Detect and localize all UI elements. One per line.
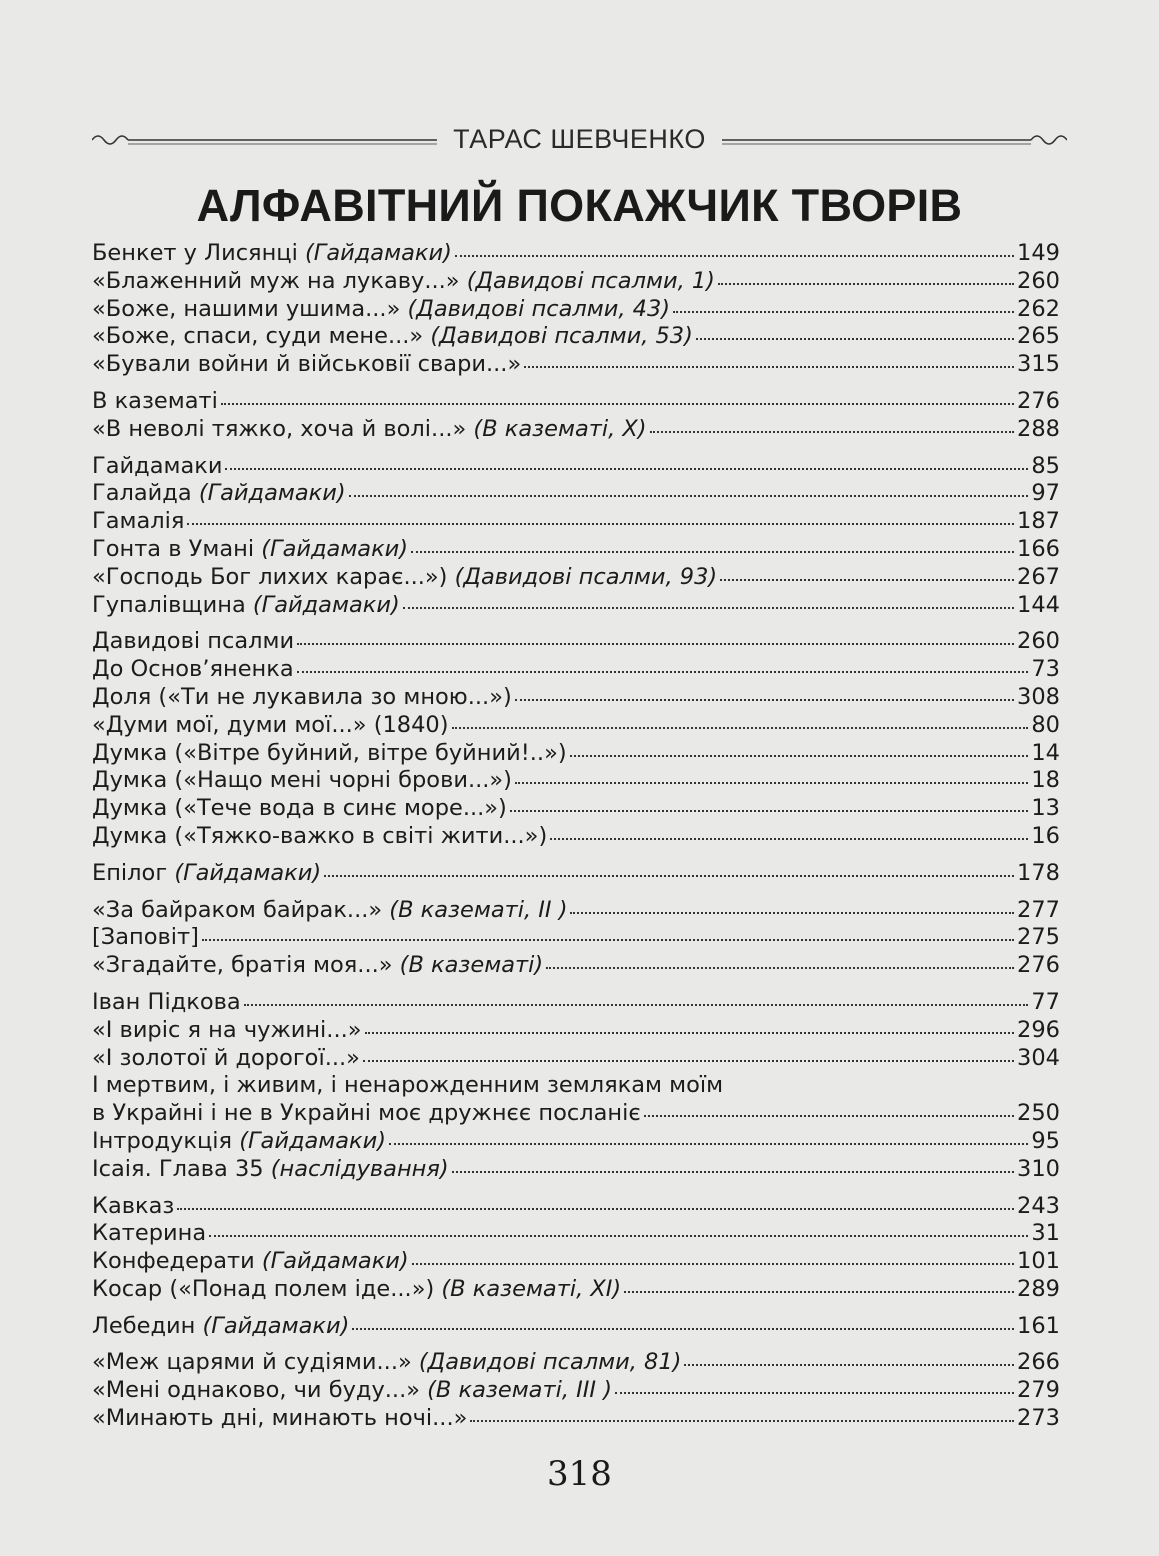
running-header (92, 118, 1067, 162)
entry-title: Кавказ (92, 1192, 175, 1219)
entry-page-number: 14 (1031, 739, 1060, 766)
leader-dots (570, 908, 1014, 914)
entry-page-number: 304 (1017, 1044, 1060, 1071)
entry-title: Давидові псалми (92, 628, 295, 655)
entry-source: (наслідування) (270, 1155, 449, 1182)
entry-title: Гамалія (92, 508, 185, 535)
entry-page-number: 85 (1031, 452, 1060, 479)
leader-dots (412, 1259, 1014, 1265)
entry-title: в Украйні і не в Украйні моє дружнєє посланіє (92, 1100, 641, 1127)
header-title: ТАРАС ШЕВЧЕНКО (453, 124, 706, 154)
leader-dots (524, 362, 1014, 368)
entry-source: (Гайдамаки) (174, 859, 322, 886)
index-entry (92, 656, 1060, 684)
index-entry (92, 740, 1060, 768)
entry-page-number: 273 (1017, 1405, 1060, 1432)
leader-dots (352, 1324, 1014, 1330)
entry-title: Бенкет у Лисянці (Гайдамаки) (92, 240, 452, 266)
entry-title: Ісаія. Глава 35 (наслідування) (92, 1155, 449, 1182)
entry-page-number: 97 (1031, 480, 1060, 507)
entry-title: «За байраком байрак...» (В казематі, II ) (92, 896, 568, 923)
leader-dots (515, 695, 1014, 701)
index-entry (92, 536, 1060, 564)
entry-title: «Боже, нашими ушима...» (Давидові псалми, 43) (92, 295, 671, 322)
entry-source: (Гайдамаки) (305, 240, 452, 266)
entry-source: (Давидові псалми, 53) (430, 323, 693, 350)
leader-dots (515, 778, 1028, 784)
entry-title: «І золотої й дорогої...» (92, 1044, 360, 1071)
leader-dots (244, 1000, 1029, 1006)
entry-title: «І виріс я на чужині...» (92, 1016, 362, 1043)
entry-title: Доля («Ти не лукавила зо мною...») (92, 683, 512, 710)
index-entry (92, 1017, 1060, 1045)
index-entry (92, 1045, 1060, 1073)
entry-source: (Гайдамаки) (202, 1312, 350, 1339)
leader-dots (187, 519, 1014, 525)
index-entry (92, 712, 1060, 740)
entry-page-number: 266 (1017, 1349, 1060, 1376)
index-entry (92, 323, 1060, 351)
entry-page-number: 77 (1031, 988, 1060, 1015)
index-group (92, 1313, 1060, 1341)
entry-page-number: 310 (1017, 1155, 1060, 1182)
index-entry (92, 1193, 1060, 1221)
entry-page-number: 276 (1017, 952, 1060, 979)
index-entry (92, 1072, 1060, 1100)
index-entry (92, 416, 1060, 444)
entry-title: Косар («Понад полем іде...») (В казематі, XI) (92, 1275, 622, 1302)
entry-title: Галайда (Гайдамаки) (92, 480, 346, 507)
index-entry (92, 795, 1060, 823)
entry-title: Конфедерати (Гайдамаки) (92, 1248, 409, 1275)
index-group (92, 1193, 1060, 1304)
leader-dots (363, 1056, 1014, 1062)
leader-dots (470, 1416, 1014, 1422)
leader-dots (624, 1287, 1014, 1293)
index-entry (92, 351, 1060, 379)
index-entry (92, 480, 1060, 508)
entry-page-number: 161 (1017, 1312, 1060, 1339)
entry-title: Катерина (92, 1220, 207, 1247)
leader-dots (297, 639, 1014, 645)
entry-title: І мертвим, і живим, і ненарожденним землякам моїм (92, 1072, 724, 1099)
leader-dots (202, 935, 1014, 941)
entry-source: (В казематі, III ) (427, 1377, 612, 1404)
entry-page-number: 243 (1017, 1192, 1060, 1219)
entry-page-number: 260 (1017, 267, 1060, 294)
index-entry (92, 1100, 1060, 1128)
entry-title: «Меж царями й судіями...» (Давидові псалми, 81) (92, 1349, 682, 1376)
entry-title: «Мені однаково, чи буду...» (В казематі, III ) (92, 1377, 612, 1404)
index-group (92, 453, 1060, 620)
leader-dots (452, 723, 1029, 729)
entry-page-number: 18 (1031, 767, 1060, 794)
entry-source: (Давидові псалми, 81) (418, 1349, 682, 1376)
entry-title: До Основ’яненка (92, 656, 294, 683)
entry-title: «Господь Бог лихих карає...») (Давидові псалми, 93) (92, 563, 718, 590)
entry-title: Гайдамаки (92, 452, 223, 479)
entry-page-number: 149 (1017, 240, 1060, 266)
entry-source: (В казематі, XI) (441, 1275, 622, 1302)
page-number: 318 (547, 1454, 612, 1494)
leader-dots (720, 575, 1014, 581)
entry-title: Гонта в Умані (Гайдамаки) (92, 535, 409, 562)
entry-page-number: 275 (1017, 924, 1060, 951)
entry-source: (Гайдамаки) (239, 1127, 387, 1154)
entry-page-number: 260 (1017, 628, 1060, 655)
entry-page-number: 187 (1017, 508, 1060, 535)
leader-dots (324, 871, 1014, 877)
index-entry (92, 453, 1060, 481)
entry-source: (Гайдамаки) (198, 480, 346, 507)
leader-dots (684, 1360, 1014, 1366)
entry-source: (Давидові псалми, 1) (466, 267, 715, 294)
index-group (92, 388, 1060, 444)
index-entry (92, 989, 1060, 1017)
index-entry (92, 1248, 1060, 1276)
entry-page-number: 276 (1017, 387, 1060, 414)
entry-page-number: 279 (1017, 1377, 1060, 1404)
page-title: АЛФАВІТНИЙ ПОКАЖЧИК ТВОРІВ (196, 180, 963, 231)
leader-dots (209, 1231, 1028, 1237)
entry-source: (Гайдамаки) (261, 1248, 409, 1275)
entry-page-number: 166 (1017, 535, 1060, 562)
index-entry (92, 897, 1060, 925)
entry-title: [Заповіт] (92, 924, 199, 951)
entry-source: (Гайдамаки) (252, 591, 400, 618)
index-entry (92, 684, 1060, 712)
leader-dots (510, 806, 1029, 812)
index-group (92, 1349, 1060, 1432)
leader-dots (673, 307, 1014, 313)
index-entry (92, 1156, 1060, 1184)
index-entry (92, 1220, 1060, 1248)
entry-title: «Думи мої, думи мої...» (1840) (92, 711, 449, 738)
entry-page-number: 267 (1017, 563, 1060, 590)
index-entry (92, 1349, 1060, 1377)
index-entry (92, 823, 1060, 851)
entry-title: «Боже, спаси, суди мене...» (Давидові псалми, 53) (92, 323, 693, 350)
index-entry (92, 268, 1060, 296)
entry-page-number: 144 (1017, 591, 1060, 618)
entry-source: (В казематі, X) (473, 415, 647, 442)
index-entry (92, 592, 1060, 620)
entry-title: Думка («Тече вода в синє море...») (92, 795, 507, 822)
index-entry (92, 860, 1060, 888)
leader-dots (570, 751, 1029, 757)
leader-dots (650, 427, 1014, 433)
entry-source: (Давидові псалми, 93) (454, 563, 718, 590)
index-entry (92, 564, 1060, 592)
leader-dots (550, 834, 1028, 840)
leader-dots (389, 1139, 1028, 1145)
leader-dots (452, 1167, 1014, 1173)
index-entry (92, 952, 1060, 980)
entry-page-number: 288 (1017, 415, 1060, 442)
entry-page-number: 265 (1017, 323, 1060, 350)
entry-page-number: 13 (1031, 795, 1060, 822)
entry-title: В казематі (92, 387, 218, 414)
index-entry (92, 240, 1060, 268)
leader-dots (297, 667, 1029, 673)
entry-title: «Згадайте, братія моя...» (В казематі) (92, 952, 544, 979)
entry-title: Лебедин (Гайдамаки) (92, 1312, 350, 1339)
index-entry (92, 1128, 1060, 1156)
entry-title: Епілог (Гайдамаки) (92, 859, 322, 886)
leader-dots (546, 963, 1014, 969)
index-entry (92, 1313, 1060, 1341)
entry-page-number: 277 (1017, 896, 1060, 923)
leader-dots (225, 464, 1028, 470)
leader-dots (644, 1111, 1014, 1117)
entry-source: (Гайдамаки) (261, 535, 409, 562)
entry-page-number: 296 (1017, 1016, 1060, 1043)
index-entry (92, 628, 1060, 656)
leader-dots (221, 399, 1014, 405)
entry-page-number: 178 (1017, 859, 1060, 886)
entry-page-number: 289 (1017, 1275, 1060, 1302)
index-group (92, 860, 1060, 888)
entry-page-number: 250 (1017, 1100, 1060, 1127)
leader-dots (177, 1204, 1014, 1210)
leader-dots (349, 491, 1029, 497)
index-entry (92, 924, 1060, 952)
entry-page-number: 308 (1017, 683, 1060, 710)
index-entry (92, 388, 1060, 416)
entry-page-number: 16 (1031, 822, 1060, 849)
leader-dots (696, 334, 1014, 340)
entry-title: Іван Підкова (92, 988, 241, 1015)
entry-page-number: 262 (1017, 295, 1060, 322)
leader-dots (718, 279, 1014, 285)
leader-dots (403, 603, 1014, 609)
leader-dots (455, 251, 1014, 257)
index-entry (92, 1377, 1060, 1405)
entry-page-number: 315 (1017, 351, 1060, 378)
index-entry (92, 508, 1060, 536)
leader-dots (411, 547, 1014, 553)
entry-source: (Давидові псалми, 43) (407, 295, 671, 322)
entry-title: Гупалівщина (Гайдамаки) (92, 591, 400, 618)
entry-page-number: 95 (1031, 1127, 1060, 1154)
entry-page-number: 101 (1017, 1248, 1060, 1275)
entry-source: (В казематі, II ) (389, 896, 568, 923)
entry-page-number: 31 (1031, 1220, 1060, 1247)
entry-title: «Минають дні, минають ночі...» (92, 1405, 468, 1432)
leader-dots (365, 1028, 1015, 1034)
entry-title: Думка («Вітре буйний, вітре буйний!..») (92, 739, 567, 766)
index-group (92, 989, 1060, 1184)
entry-page-number: 80 (1031, 711, 1060, 738)
entry-title: Інтродукція (Гайдамаки) (92, 1127, 387, 1154)
index-entry (92, 296, 1060, 324)
index-entry (92, 1276, 1060, 1304)
index-entry (92, 1405, 1060, 1433)
index-group (92, 897, 1060, 980)
index-group (92, 628, 1060, 850)
index-group (92, 240, 1060, 379)
index-entry (92, 767, 1060, 795)
entry-title: «Блаженний муж на лукаву...» (Давидові псалми, 1) (92, 267, 715, 294)
index-list (92, 240, 1060, 1442)
entry-source: (В казематі) (399, 952, 544, 979)
entry-title: Думка («Нащо мені чорні брови...») (92, 767, 512, 794)
entry-page-number: 73 (1031, 656, 1060, 683)
leader-dots (615, 1388, 1014, 1394)
entry-title: Думка («Тяжко-важко в світі жити...») (92, 822, 548, 849)
entry-title: «В неволі тяжко, хоча й волі...» (В казематі, X) (92, 415, 647, 442)
entry-title: «Бували войни й військовії свари...» (92, 351, 522, 378)
